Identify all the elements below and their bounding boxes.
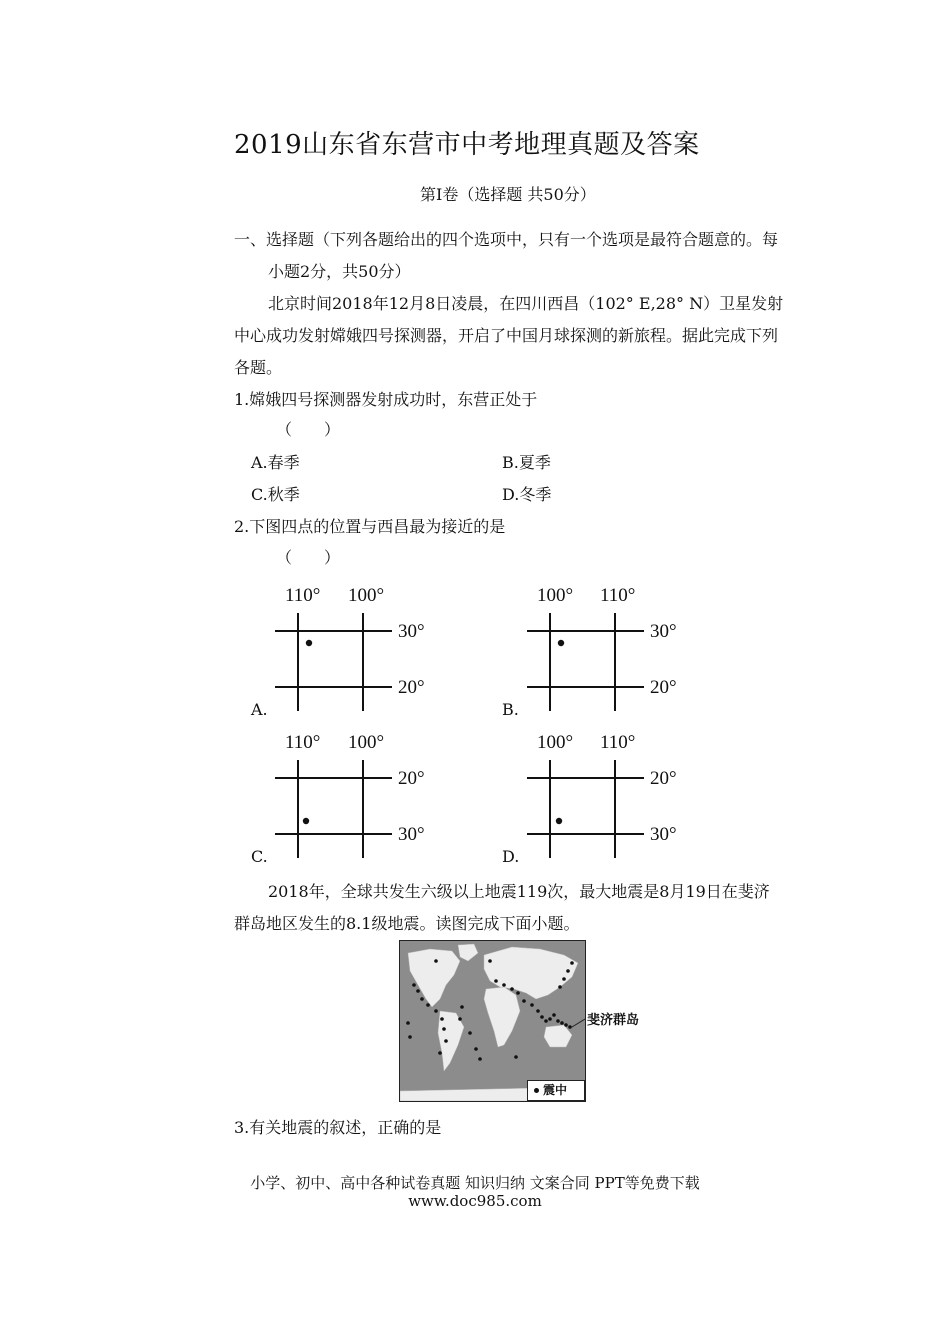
q1-option-d: D.冬季 [502,485,552,504]
passage1-line2: 中心成功发射嫦娥四号探测器，开启了中国月球探测的新旅程。据此完成下列 [234,326,779,345]
passage2-line2: 群岛地区发生的8.1级地震。读图完成下面小题。 [234,914,580,933]
q1-answer-blank: （ ） [276,420,341,439]
q2-option-c-label: C. [251,847,268,866]
part-title: 第Ⅰ卷（选择题 共50分） [420,185,596,204]
longitude-label-right: 110° [600,732,636,753]
q2-option-a-label: A. [251,700,268,719]
grid-figure-c [270,732,440,862]
q1-option-b: B.夏季 [502,453,551,472]
latitude-label-bottom: 30° [398,824,425,845]
location-point [556,818,562,824]
section-instruction-line1: 一、选择题（下列各题给出的四个选项中，只有一个选项是最符合题意的。每 [234,230,779,249]
map-legend [527,1080,585,1101]
latitude-label-top: 30° [650,621,677,642]
grid-lines-c [270,732,440,862]
earthquake-world-map [399,940,586,1102]
legend-label: 震中 [543,1083,568,1097]
grid-figure-a [270,585,440,715]
footer-url: www.doc985.com [408,1192,542,1210]
passage1-line1: 北京时间2018年12月8日凌晨，在四川西昌（102° E,28° N）卫星发射 [268,294,784,313]
grid-figure-b [522,585,692,715]
grid-figure-d [522,732,692,862]
longitude-label-right: 100° [348,732,385,753]
latitude-label-top: 20° [650,768,677,789]
latitude-label-top: 20° [398,768,425,789]
legend-dot-icon [534,1088,539,1093]
q2-option-d-label: D. [502,847,520,866]
latitude-label-bottom: 20° [398,677,425,698]
grid-lines-d [522,732,692,862]
longitude-label-left: 110° [285,585,321,606]
q1-option-a: A.春季 [251,453,300,472]
q2-answer-blank: （ ） [276,548,341,567]
q1-option-c: C.秋季 [251,485,300,504]
q2-option-b-label: B. [502,700,519,719]
q3-stem: 3.有关地震的叙述，正确的是 [234,1118,442,1137]
location-point [303,818,309,824]
passage1-line3: 各题。 [234,358,283,377]
location-point [558,640,564,646]
latitude-label-bottom: 30° [650,824,677,845]
longitude-label-right: 100° [348,585,385,606]
section-instruction-line2: 小题2分，共50分） [268,262,411,281]
latitude-label-top: 30° [398,621,425,642]
grid-lines-a [270,585,440,715]
longitude-label-left: 110° [285,732,321,753]
q1-stem: 1.嫦娥四号探测器发射成功时，东营正处于 [234,390,538,409]
world-map-graphic [400,941,585,1101]
q2-stem: 2.下图四点的位置与西昌最为接近的是 [234,517,506,536]
footer-line1: 小学、初中、高中各种试卷真题 知识归纳 文案合同 PPT等免费下载 [250,1174,700,1192]
location-point [306,640,312,646]
longitude-label-left: 100° [537,732,574,753]
longitude-label-right: 110° [600,585,636,606]
page-title: 2019山东省东营市中考地理真题及答案 [234,130,700,160]
grid-lines-b [522,585,692,715]
passage2-line1: 2018年，全球共发生六级以上地震119次，最大地震是8月19日在斐济 [268,882,770,901]
fiji-label: 斐济群岛 [587,1013,640,1028]
longitude-label-left: 100° [537,585,574,606]
latitude-label-bottom: 20° [650,677,677,698]
